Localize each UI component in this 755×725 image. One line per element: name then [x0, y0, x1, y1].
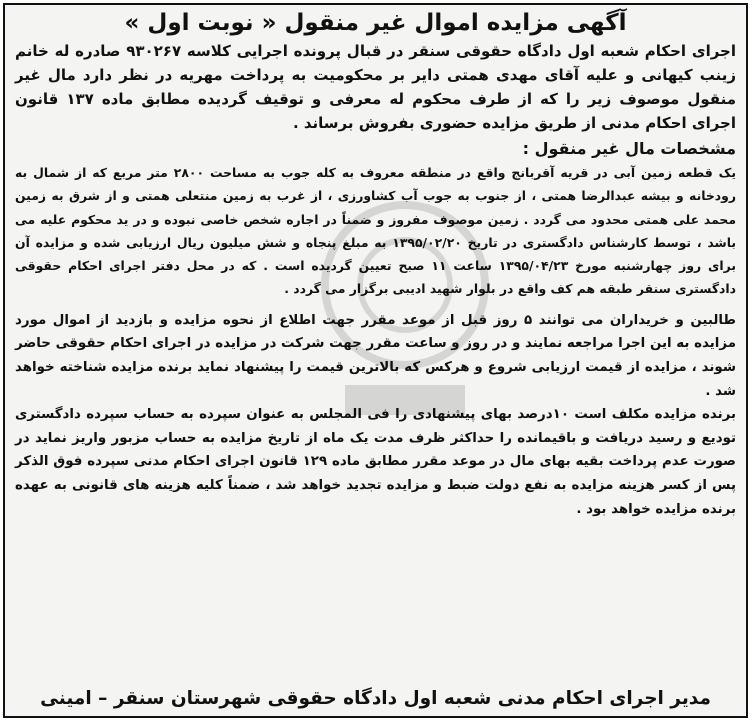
auction-notice [3, 3, 748, 718]
section-heading: مشخصات مال غیر منقول : [522, 139, 736, 158]
terms-paragraph-2: برنده مزایده مکلف است ۱۰درصد بهای پیشنهادی را فی المجلس به عنوان سپرده به حساب سپرده دادگستری تودیع و رسید دریافت و باقیمانده را حداکثر ظرف مدت یک ماه از تاریخ مزایده به حساب مزبور واریز نماید در صورت عدم پرداخت بقیه بهای مال در موعد مقرر مطابق ماده ۱۲۹ قانون اجرای احکام مدنی سپرده فوق الذکر پس از کسر هزینه مزایده به نفع دولت ضبط و مزایده تجدید خواهد شد ، ضمناً کلیه هزینه های قانونی به عهده برنده مزایده خواهد بود . [15, 407, 736, 517]
property-details-paragraph: یک قطعه زمین آبی در قریه آقربانج واقع در منطقه معروف به کله جوب به مساحت ۲۸۰۰ متر مربع که از شمال به رودخانه و بیشه عبدالرضا همتی ، از جنوب به جوب آب کشاورزی ، از غرب به زمین منتعلی همتی و از شرق به زمین محمد علی همتی محدود می گردد . زمین موصوف مفروز و ضمناً در اجاره شخص خاصی نبوده و در ید محکوم علیه می باشد ، توسط کارشناس دادگستری در تاریخ ۱۳۹۵/۰۲/۲۰ به مبلغ پنجاه و شش میلیون ریال ارزیابی شده و مزایده آن برای روز چهارشنبه مورخ ۱۳۹۵/۰۴/۲۳ ساعت ۱۱ صبح تعیین گردیده است . که در محل دفتر اجرای احکام حقوقی دادگستری سنقر طبقه هم کف واقع در بلوار شهید ادیبی برگزار می گردد . [15, 165, 737, 297]
signature-line: مدیر اجرای احکام مدنی شعبه اول دادگاه حقوقی شهرستان سنقر – امینی [40, 688, 711, 709]
notice-title: آگهی مزایده اموال غیر منقول « نوبت اول » [124, 10, 627, 36]
intro-paragraph: اجرای احکام شعبه اول دادگاه حقوقی سنقر در قبال پرونده اجرایی کلاسه ۹۳۰۲۶۷ صادره له خانم زینب کیهانی و علیه آقای مهدی همتی دایر بر محکومیت به پرداخت مهریه در نظر دارد مال غیر منقول موصوف زیر را که از طرف محکوم له معرفی و توقیف گردیده مطابق ماده ۱۳۷ قانون اجرای احکام مدنی از طریق مزایده حضوری بفروش برساند . [15, 42, 736, 132]
terms-paragraph-1: طالبین و خریداران می توانند ۵ روز قبل از موعد مقرر جهت اطلاع از نحوه مزایده و بازدید از اموال مورد مزایده به این اجرا مراجعه نمایند و در روز و ساعت مقرر جهت شرکت در مزایده در اجرای احکام حقوقی حاضر شوند ، مزایده از قیمت ارزیابی شروع و هرکس که بالاترین قیمت را پیشنهاد نماید برنده مزایده شناخته خواهد شد . [15, 312, 736, 399]
